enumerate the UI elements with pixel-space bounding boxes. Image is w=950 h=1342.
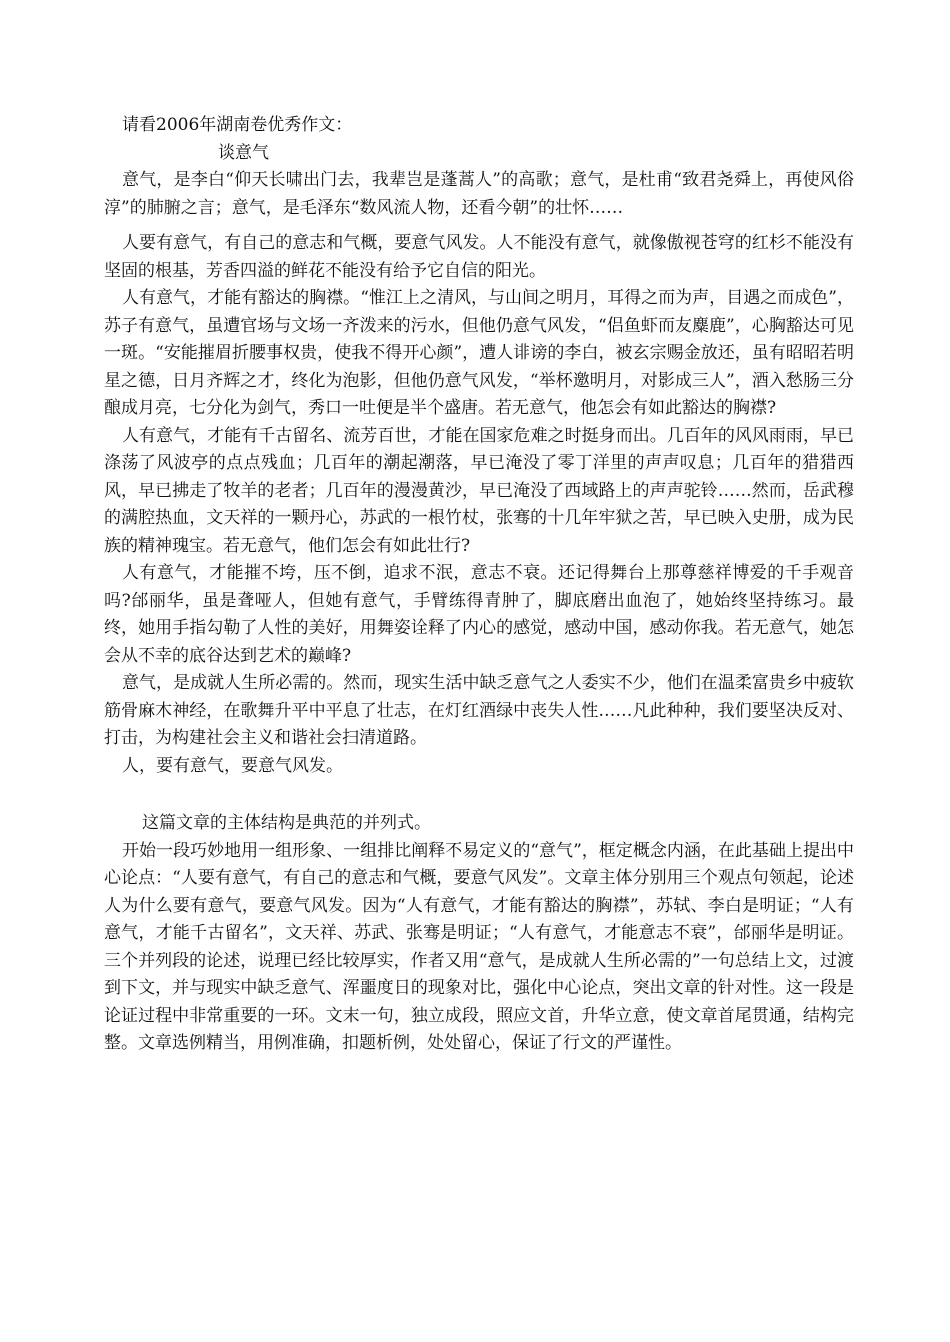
essay-paragraph-7: 人，要有意气，要意气风发。 (122, 755, 343, 776)
essay-paragraph-5: 人有意气，才能摧不垮，压不倒，追求不泯，意志不衰。还记得舞台上那尊慈祥博爱的千手观音吗?邰丽华，虽是聋哑人，但她有意气，手臂练得青肿了，脚底磨出血泡了，她始终坚持练习。最终，她用手指勾勒了人性的美好，用舞姿诠释了内心的感觉，感动中国，感动你我。若无意气，她怎会从不幸的底谷达到艺术的巅峰? (104, 563, 854, 666)
essay-paragraph-4: 人有意气，才能有千古留名、流芳百世，才能在国家危难之时挺身而出。几百年的风风雨雨，早已涤荡了风波亭的点点残血；几百年的潮起潮落，早已淹没了零丁洋里的声声叹息；几百年的猎猎西风，早已拂走了牧羊的老者；几百年的漫漫黄沙，早已淹没了西域路上的声声驼铃……然而，岳武穆的满腔热血，文天祥的一颗丹心，苏武的一根竹杖，张骞的十几年牢狱之苦，早已映入史册，成为民族的精神瑰宝。若无意气，他们怎会有如此壮行? (104, 425, 854, 556)
essay-paragraph-1: 意气，是李白“仰天长啸出门去，我辈岂是蓬蒿人”的高歌；意气，是杜甫“致君尧舜上，再使风俗淳”的肺腑之言；意气，是毛泽东“数风流人物，还看今朝”的壮怀…… (104, 170, 854, 218)
commentary-body: 开始一段巧妙地用一组形象、一组排比阐释不易定义的“意气”，框定概念内涵，在此基础上提出中心论点：“人要有意气，有自己的意志和气概，要意气风发”。文章主体分别用三个观点句领起，论述人为什么要有意气，要意气风发。因为“人有意气，才能有豁达的胸襟”，苏轼、李白是明证；“人有意气，才能千古留名”，文天祥、苏武、张骞是明证；“人有意气，才能意志不衰”，邰丽华是明证。三个并列段的论述，说理已经比较厚实，作者又用“意气，是成就人生所必需的”一句总结上文，过渡到下文，并与现实中缺乏意气、浑噩度日的现象对比，强化中心论点，突出文章的针对性。这一段是论证过程中非常重要的一环。文末一句，独立成段，照应文首，升华立意，使文章首尾贯通，结构完整。文章选例精当，用例准确，扣题析例，处处留心，保证了行文的严谨性。 (104, 840, 854, 1053)
paragraph-gap (104, 222, 854, 230)
commentary-lead: 这篇文章的主体结构是典范的并列式。 (142, 813, 431, 833)
document-content (104, 112, 854, 1058)
essay-paragraph-6: 意气，是成就人生所必需的。然而，现实生活中缺乏意气之人委实不少，他们在温柔富贵乡中疲软筋骨麻木神经，在歌舞升平中平息了壮志，在灯红酒绿中丧失人性……凡此种种，我们要坚决反对、打击，为构建社会主义和谐社会扫清道路。 (104, 673, 854, 748)
essay-paragraph-2: 人要有意气，有自己的意志和气概，要意气风发。人不能没有意气，就像傲视苍穹的红杉不能没有坚固的根基，芳香四溢的鲜花不能没有给予它自信的阳光。 (104, 233, 854, 281)
section-gap (104, 780, 854, 810)
intro-line: 请看2006年湖南卷优秀作文： (122, 115, 353, 135)
essay-paragraph-3: 人有意气，才能有豁达的胸襟。“惟江上之清风，与山间之明月，耳得之而为声，目遇之而成色”，苏子有意气，虽遭官场与文场一齐泼来的污水，但他仍意气风发，“侣鱼虾而友麋鹿”，心胸豁达可见一斑。“安能摧眉折腰事权贵，使我不得开心颜”，遭人诽谤的李白，被玄宗赐金放还，虽有昭昭若明星之德，日月齐辉之才，终化为泡影，但他仍意气风发，“举杯邀明月，对影成三人”，酒入愁肠三分酿成月亮，七分化为剑气，秀口一吐便是半个盛唐。若无意气，他怎会有如此豁达的胸襟? (104, 288, 854, 418)
essay-title: 谈意气 (218, 142, 269, 163)
